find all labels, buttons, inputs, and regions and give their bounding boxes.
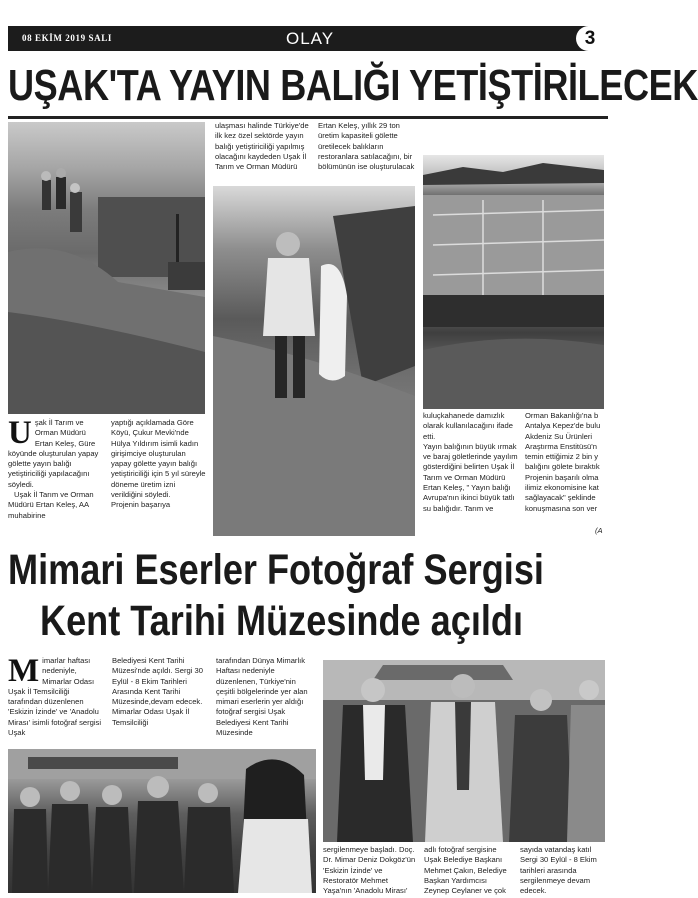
photo-officials-group xyxy=(323,660,605,842)
article1-column-1 xyxy=(8,415,106,526)
photo-director-with-fish xyxy=(213,186,415,536)
photo-fish-cages xyxy=(423,155,604,409)
article2-column-5: adlı fotoğraf sergisine Uşak Belediye Başkanı Mehmet Çakın, Belediye Başkan Yardımcısı Zeynep Ceylaner ve çok xyxy=(424,845,507,896)
article2-column-6: sayıda vatandaş katıl Sergi 30 Eylül - 8 Ekim tarihleri arasında sergilenmeye devam edecek. xyxy=(520,845,597,896)
page-number: 3 xyxy=(576,26,604,51)
article2-lead-paragraph: imarlar haftası nedeniyle, Mimarlar Odası Uşak İl Temsilciliği tarafından düzenlenen 'Eskizin İzinde' ve 'Anadolu Mirası' isimli fotoğraf sergisi Uşak xyxy=(8,656,102,738)
article1-paragraph: Uşak İl Tarım ve Orman Müdürü Ertan Keleş, AA muhabirine xyxy=(8,490,94,520)
masthead xyxy=(8,26,604,51)
article1-headline: UŞAK'TA YAYIN BALIĞI YETİŞTİRİLECEK xyxy=(8,61,698,110)
article1-lead-paragraph: şak İl Tarım ve Orman Müdürü Ertan Keleş, Güre köyünde oluşturulan yapay gölette yayın balığı yetiştiriciliği yapılacağını söyledi. xyxy=(8,418,99,489)
dropcap: M xyxy=(8,653,40,689)
dropcap: U xyxy=(8,415,32,451)
article1-column-2: yaptığı açıklamada Göre Köyü, Çukur Mevki'nde Hülya Yıldırım isimli kadın girişimciye oluşturulan yapay gölette yayın balığı yetiştiriciliği için 5 yıl süreyle döneme üretim izni verildiğini söyledi. Projenin başarıya xyxy=(111,418,206,510)
article2-column-3: tarafından Dünya Mimarlık Haftası nedeniyle düzenlenen, Türkiye'nin çeşitli bölgelerinde yer alan mimari eserlerin yer aldığı fotoğraf sergisi Uşak Belediyesi Kent Tarihi Müzesinde xyxy=(216,656,308,738)
article1-source: (A xyxy=(595,526,603,535)
article1-column-3: ulaşması halinde Türkiye'de ilk kez özel sektörde yayın balığı yetiştiriciliği yapılmış olacağını kaydeden Uşak İl Tarım ve Orman Müdürü xyxy=(215,121,309,172)
article2-column-1 xyxy=(8,653,104,746)
article1-column-4-bottom: kuluçkahanede damızlık olarak kullanılacağını ifade etti. Yayın balığının büyük ırmak ve baraj göletlerinde yayılım gösterdiğini belirten Uşak İl Tarım ve Orman Müdürü Ertan Keleş, " Yayın balığı Avrupa'nın ikinci büyük tatlı su balığıdır. Tarım ve xyxy=(423,411,518,513)
photo-lakeside-workers xyxy=(8,122,205,414)
article2-headline-line2: Kent Tarihi Müzesinde açıldı xyxy=(40,597,524,645)
newspaper-logo: OLAY xyxy=(286,29,335,48)
photo-exhibition-crowd xyxy=(8,749,316,893)
article2-column-2: Belediyesi Kent Tarihi Müzesi'nde açıldı. Sergi 30 Eylül - 8 Ekim Tarihleri Arasında Kent Tarihi Müzesinde,devam edecek. Mimarlar Odası Uşak İl Temsilciliği xyxy=(112,656,203,727)
article1-column-5: Orman Bakanlığı'na b Antalya Kepez'de bulu Akdeniz Su Ürünleri Araştırma Enstitüsü'n temin ettiğimiz 2 bin y balığını gölete bıraktık Projenin başarılı olma ilimiz ekonomisine kat sağlayacak" şeklinde konuşmasına son ver xyxy=(525,411,601,513)
headline-rule xyxy=(8,116,608,119)
issue-date: 08 EKİM 2019 SALI xyxy=(22,33,112,43)
article2-headline-line1: Mimari Eserler Fotoğraf Sergisi xyxy=(8,546,544,594)
article1-column-4-top: Ertan Keleş, yıllık 29 ton üretim kapasiteli gölette üretilecek balıkların restoranlara satılacağını, bir bölümünün ise oluşturulacak xyxy=(318,121,415,172)
article2-column-4: sergilenmeye başladı. Doç. Dr. Mimar Deniz Dokgöz'ün 'Eskizin İzinde' ve Restoratör Mehmet Yaşa'nın 'Anadolu Mirası' xyxy=(323,845,416,896)
